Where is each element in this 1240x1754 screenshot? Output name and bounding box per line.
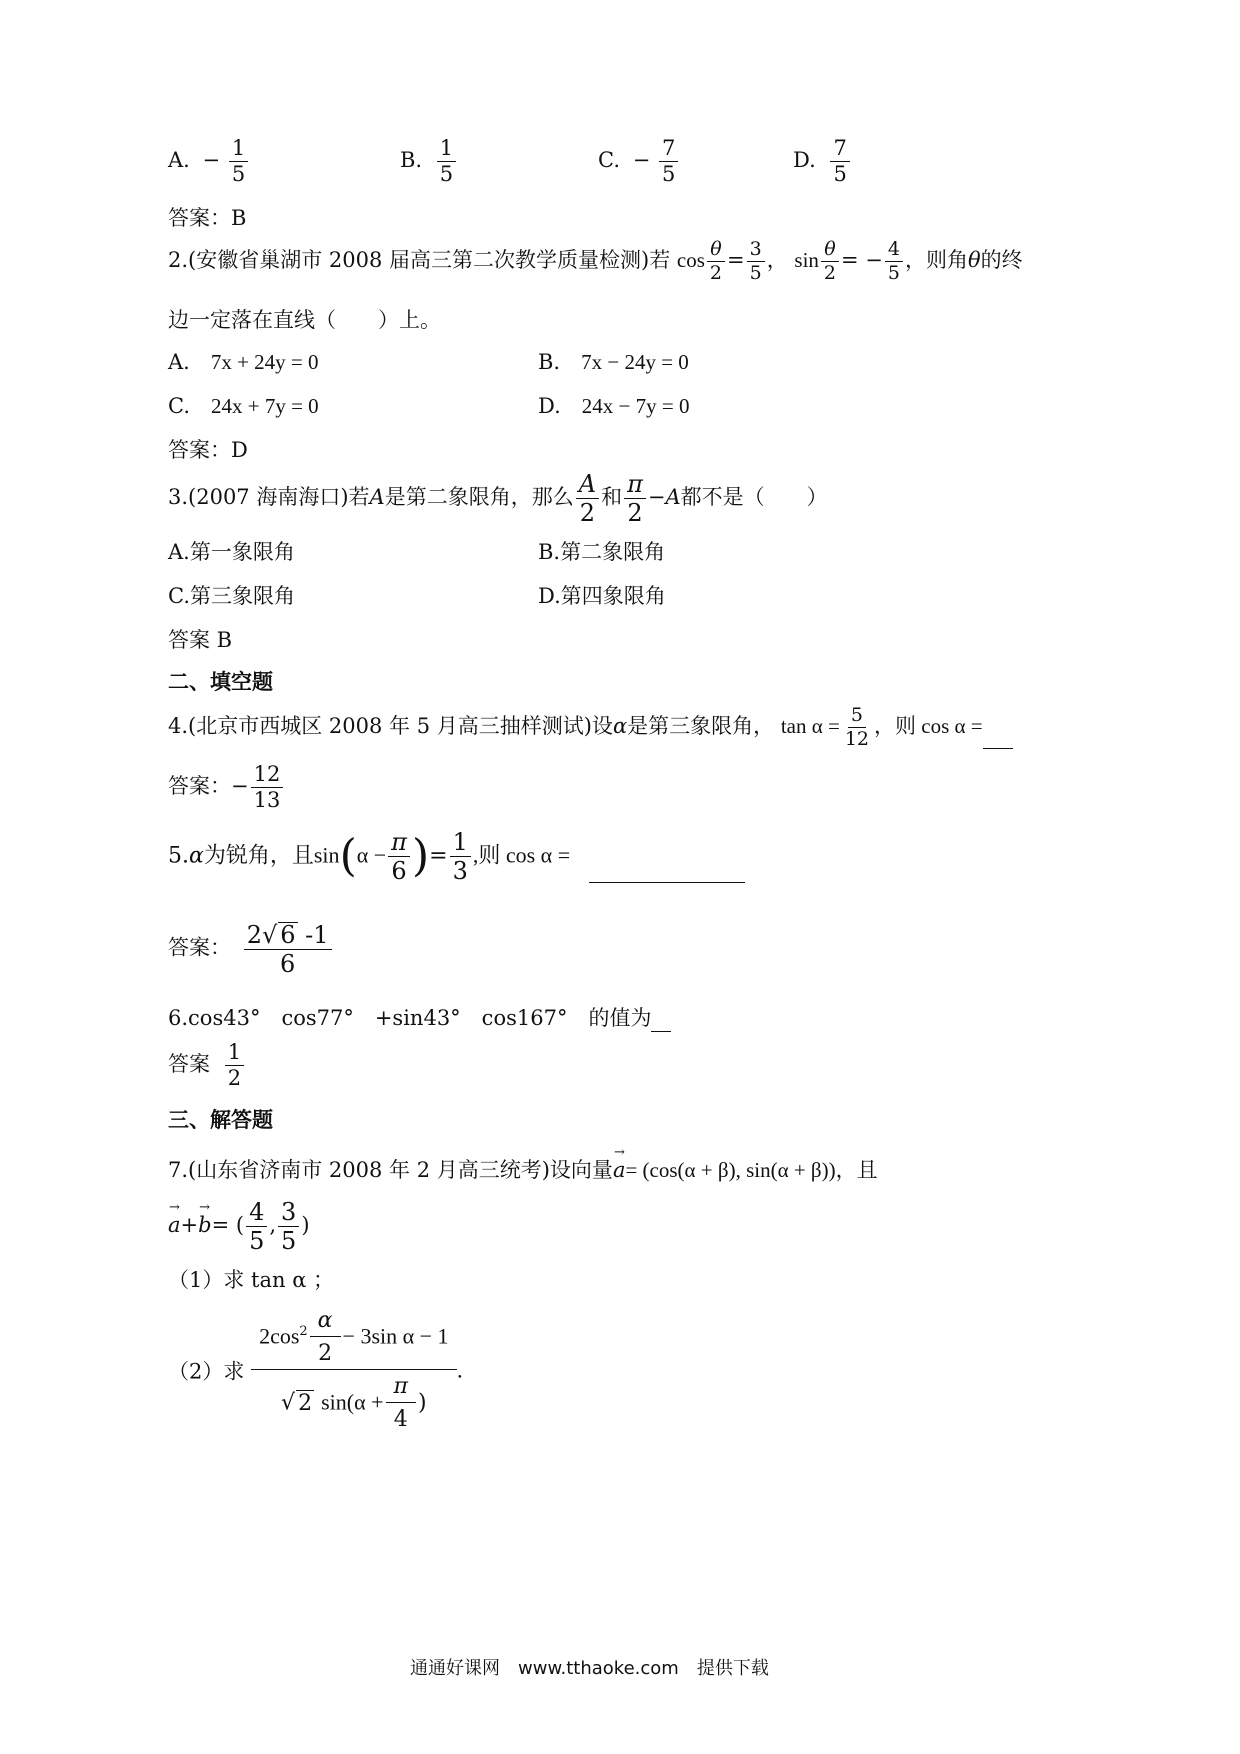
section-heading-fill-blank: 二、填空题 bbox=[168, 669, 273, 694]
q4-stem: 4.(北京市西城区 2008 年 5 月高三抽样测试)设α是第三象限角， tan α = $\frac{5}{12}$ ，则 cos α = bbox=[168, 706, 1013, 749]
option-fraction: $\frac{7}{5}$ bbox=[659, 138, 678, 185]
q1-option-b bbox=[400, 138, 458, 185]
q2-option-a: A. 7x + 24y = 0 bbox=[168, 350, 319, 374]
option-label: C. bbox=[598, 148, 620, 172]
q7-part1: （1）求 tan α ； bbox=[168, 1268, 335, 1292]
q1-option-d bbox=[793, 138, 852, 185]
answer-blank bbox=[651, 1011, 671, 1032]
option-sign: − bbox=[202, 148, 221, 172]
q3-option-a: A.第一象限角 bbox=[168, 540, 295, 564]
q2-stem: 2.(安徽省巢湖市 2008 届高三第二次教学质量检测)若 cos $\frac{\theta}{2}$ = $\frac{3}{5}$ ， sin $\frac{\theta}{2}$ = − $\frac{4}{5}$ ，则角θ的终 bbox=[168, 238, 1023, 284]
q2-answer: 答案：D bbox=[168, 438, 248, 462]
option-label: A. bbox=[168, 148, 190, 172]
q3-option-d: D.第四象限角 bbox=[538, 584, 666, 608]
q7-condition: → a+→ b= ( $\frac{4}{5}$ , $\frac{3}{5}$ ) bbox=[168, 1200, 310, 1253]
option-label: B. bbox=[400, 148, 423, 172]
q3-answer: 答案 B bbox=[168, 628, 233, 652]
q5-answer: 答案： $\frac{2√ 6 -1}{6}$ bbox=[168, 922, 334, 976]
option-fraction: $\frac{7}{5}$ bbox=[830, 138, 849, 185]
q1-answer: 答案：B bbox=[168, 206, 247, 230]
q5-stem: 5.α为锐角，且sin(α − $\frac{\pi}{6}$ )= $\frac{1}{3}$ ,则 cos α = bbox=[168, 830, 745, 883]
page-footer: 通通好课网 www.tthaoke.com 提供下载 bbox=[410, 1658, 769, 1679]
option-fraction: $\frac{1}{5}$ bbox=[437, 138, 456, 185]
option-sign: − bbox=[632, 148, 651, 172]
q1-option-c bbox=[598, 138, 680, 185]
q4-answer: 答案：− $\frac{12}{13}$ bbox=[168, 764, 285, 811]
q7-stem: 7.(山东省济南市 2008 年 2 月高三统考)设向量→ a= (cos(α + β), sin(α + β))，且 bbox=[168, 1154, 878, 1184]
q3-stem: 3.(2007 海南海口)若A是第二象限角，那么 $\frac{A}{2}$ 和 $\frac{\pi}{2}$ −A都不是（ ） bbox=[168, 470, 828, 527]
q7-part2: （2）求 $2\cos^2$ $\frac{\alpha}{2}$ − 3sin α − 1 √ 2 sin(α + $\frac{\pi}{4}$ ) . bbox=[168, 1308, 464, 1432]
q1-option-a bbox=[168, 138, 250, 185]
q3-option-c: C.第三象限角 bbox=[168, 584, 295, 608]
section-heading-solve: 三、解答题 bbox=[168, 1107, 273, 1132]
q2-option-d: D. 24x − 7y = 0 bbox=[538, 394, 690, 418]
q2-option-c: C. 24x + 7y = 0 bbox=[168, 394, 319, 418]
q3-option-b: B.第二象限角 bbox=[538, 540, 666, 564]
option-label: D. bbox=[793, 148, 816, 172]
q2-stem-line2: 边一定落在直线（ ）上。 bbox=[168, 308, 441, 332]
option-fraction: $\frac{1}{5}$ bbox=[229, 138, 248, 185]
answer-blank bbox=[589, 862, 745, 883]
answer-blank bbox=[983, 728, 1013, 749]
q6-stem: 6.cos43° cos77° +sin43° cos167° 的值为 bbox=[168, 1002, 671, 1032]
q6-answer: 答案 $\frac{1}{2}$ bbox=[168, 1042, 246, 1089]
q2-option-b: B. 7x − 24y = 0 bbox=[538, 350, 689, 374]
